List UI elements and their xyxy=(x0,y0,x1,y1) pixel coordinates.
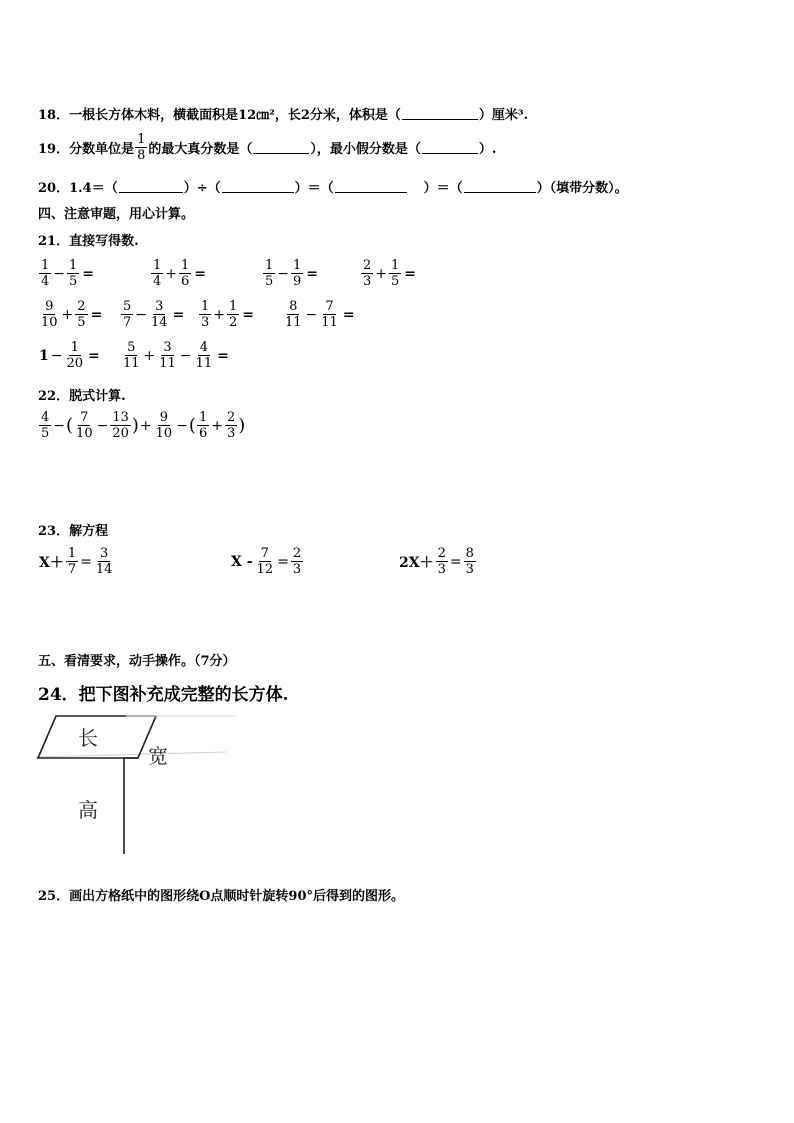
left-paren: ( xyxy=(66,415,74,436)
q19-part-d: ）. xyxy=(478,142,497,157)
operator: + xyxy=(213,306,226,323)
fraction: $\frac{1}{3}$ xyxy=(201,299,210,330)
whole-number: 1 xyxy=(39,347,49,364)
q20-part-c: ）＝（ xyxy=(294,181,334,196)
fraction: $\frac{4}{5}$ xyxy=(41,410,50,441)
equals-sign: = xyxy=(277,553,289,570)
q21-title-text: 21．直接写得数. xyxy=(38,234,139,249)
q21-item-6 xyxy=(120,299,184,330)
operator: − xyxy=(176,417,188,434)
fraction: $\frac{7}{10}$ xyxy=(76,410,93,441)
section-4-text: 四、注意审题，用心计算。 xyxy=(38,207,195,222)
q21-item-1 xyxy=(38,258,94,289)
q21-item-7 xyxy=(198,299,254,330)
q23-title-text: 23．解方程 xyxy=(38,524,109,539)
q20-blank-1[interactable] xyxy=(119,180,183,193)
q20-part-b: ）÷（ xyxy=(183,181,221,196)
q20-blank-3[interactable] xyxy=(335,180,407,193)
q20-blank-2[interactable] xyxy=(222,180,294,193)
equals-sign: = xyxy=(82,265,95,282)
q19-part-b: 的最大真分数是（ xyxy=(148,142,253,157)
fraction: $\frac{1}{6}$ xyxy=(181,258,190,289)
q20-part-d: ）＝（ xyxy=(423,181,463,196)
q19-blank-2[interactable] xyxy=(422,141,478,154)
fraction: $\frac{3}{11}$ xyxy=(159,340,176,371)
fraction: $\frac{7}{11}$ xyxy=(321,299,338,330)
q23-equation-1 xyxy=(38,546,115,577)
fraction: $\frac{5}{11}$ xyxy=(123,340,140,371)
operator: − xyxy=(179,347,192,364)
fraction: $\frac{8}{11}$ xyxy=(285,299,302,330)
fraction: $\frac{2}{3}$ xyxy=(226,410,236,441)
q21-item-9 xyxy=(38,340,100,371)
fraction: $\frac{1}{9}$ xyxy=(293,258,302,289)
q24-title-text: 24．把下图补充成完整的长方体. xyxy=(38,685,289,705)
q18-tail: ）厘米³. xyxy=(478,108,529,123)
operator: − xyxy=(96,417,109,434)
section-4-heading xyxy=(38,203,194,222)
q21-item-10 xyxy=(120,340,229,371)
question-21-title xyxy=(38,230,139,249)
q22-title-text: 22．脱式计算. xyxy=(38,389,126,404)
question-18 xyxy=(38,104,528,123)
equals-sign: = xyxy=(88,347,100,364)
question-19 xyxy=(38,132,496,163)
fraction: $\frac{8}{3}$ xyxy=(465,546,474,577)
operator: + xyxy=(165,265,178,282)
equals-sign: = xyxy=(80,553,92,570)
question-22-title xyxy=(38,385,126,404)
q21-item-4 xyxy=(360,258,416,289)
fraction: $\frac{1}{2}$ xyxy=(229,299,238,330)
operator: − xyxy=(53,265,66,282)
fraction: $\frac{3}{14}$ xyxy=(151,299,168,330)
q19-fraction: $\frac{1}{8}$ xyxy=(137,132,146,163)
question-20 xyxy=(38,177,628,196)
question-23-title xyxy=(38,520,108,539)
q21-item-8 xyxy=(282,299,355,330)
q20-part-e: ）（填带分数）。 xyxy=(536,181,628,196)
q25-title-text: 25．画出方格纸中的图形绕O点顺时针旋转90°后得到的图形。 xyxy=(38,889,405,904)
q18-text: 18．一根长方体木料，横截面积是12㎝²，长2分米，体积是（ xyxy=(38,108,401,123)
fraction: $\frac{9}{10}$ xyxy=(155,410,173,441)
operator: + xyxy=(143,347,156,364)
q20-blank-4[interactable] xyxy=(464,180,536,193)
equals-sign: = xyxy=(194,265,207,282)
fraction: $\frac{1}{20}$ xyxy=(66,340,84,371)
q21-item-3 xyxy=(262,258,318,289)
question-24-title xyxy=(38,680,289,705)
q21-item-2 xyxy=(150,258,206,289)
fraction: $\frac{9}{10}$ xyxy=(41,299,58,330)
equals-sign: = xyxy=(172,306,185,323)
fraction: $\frac{13}{20}$ xyxy=(112,410,129,441)
section-5-text: 五、看清要求，动手操作。（7分） xyxy=(38,654,236,669)
operator: − xyxy=(305,306,318,323)
height-label: 高 xyxy=(78,798,98,822)
fraction: $\frac{4}{11}$ xyxy=(195,340,213,371)
equation-lhs: X＋ xyxy=(39,554,64,571)
equation-lhs: 2X＋ xyxy=(399,554,434,571)
left-paren: ( xyxy=(188,415,196,436)
q18-answer-blank[interactable] xyxy=(402,107,478,120)
cuboid-partial-figure xyxy=(36,712,236,857)
equals-sign: = xyxy=(217,347,229,364)
fraction: $\frac{2}{5}$ xyxy=(77,299,86,330)
fraction: $\frac{2}{3}$ xyxy=(292,546,302,577)
operator: + xyxy=(139,417,152,434)
equals-sign: = xyxy=(449,553,462,570)
fraction: $\frac{1}{5}$ xyxy=(265,258,274,289)
operator: − xyxy=(135,306,148,323)
right-paren: ) xyxy=(131,415,139,436)
q19-part-a: 19．分数单位是 xyxy=(38,142,135,157)
operator: + xyxy=(375,265,388,282)
fraction: $\frac{5}{7}$ xyxy=(123,299,132,330)
q21-item-5 xyxy=(38,299,102,330)
q22-expression xyxy=(38,410,245,441)
length-label: 长 xyxy=(78,726,98,750)
operator: − xyxy=(53,417,66,434)
section-5-heading xyxy=(38,650,236,669)
equation-lhs: X - xyxy=(231,553,253,570)
fraction: $\frac{3}{14}$ xyxy=(95,546,113,577)
fraction: $\frac{1}{6}$ xyxy=(198,410,208,441)
equals-sign: = xyxy=(306,265,319,282)
q19-part-c: ），最小假分数是（ xyxy=(310,142,421,157)
fraction: $\frac{7}{12}$ xyxy=(256,546,274,577)
fraction: $\frac{1}{4}$ xyxy=(41,258,50,289)
equals-sign: = xyxy=(342,306,355,323)
question-25-title xyxy=(38,885,404,904)
operator: + xyxy=(211,417,223,434)
q20-part-a: 20．1.4＝（ xyxy=(38,181,118,196)
q19-blank-1[interactable] xyxy=(253,141,309,154)
cuboid-lines xyxy=(36,712,236,857)
q23-equation-2 xyxy=(230,546,304,577)
fraction: $\frac{1}{4}$ xyxy=(153,258,162,289)
fraction: $\frac{1}{5}$ xyxy=(391,258,400,289)
fraction: $\frac{2}{3}$ xyxy=(363,258,372,289)
q23-equation-3 xyxy=(398,546,477,577)
fraction: $\frac{1}{7}$ xyxy=(67,546,77,577)
width-label: 宽 xyxy=(148,744,168,768)
equals-sign: = xyxy=(242,306,255,323)
operator: + xyxy=(61,306,74,323)
fraction: $\frac{2}{3}$ xyxy=(437,546,446,577)
fraction: $\frac{1}{5}$ xyxy=(69,258,78,289)
operator: − xyxy=(277,265,290,282)
equals-sign: = xyxy=(404,265,417,282)
right-paren: ) xyxy=(238,415,246,436)
equals-sign: = xyxy=(90,306,103,323)
operator: − xyxy=(50,347,63,364)
